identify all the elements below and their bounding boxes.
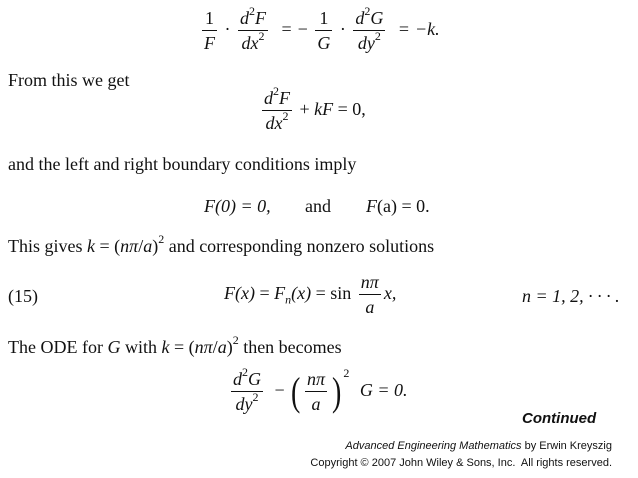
left-paren: (: [290, 368, 300, 414]
fraction-npi-over-a: $\frac{n\pi}{a}$: [306, 369, 326, 414]
right-paren: ): [332, 368, 342, 414]
bc-left: F(0) = 0,: [204, 196, 271, 216]
footer-book: Advanced Engineering Mathematics by Erwin Kreyszig: [345, 440, 612, 452]
fraction-d2g-dy2: $\frac{d^2G}{dy^2}$: [233, 365, 261, 414]
numerator: 1: [205, 8, 214, 28]
eq15-range: n = 1, 2, · · · .: [522, 286, 620, 306]
text-ode-for-g: The ODE for G with $k = (n\pi/a)^2$ then becomes: [8, 333, 342, 357]
fraction-npi-over-a: $\frac{n\pi}{a}$: [360, 272, 379, 317]
text-from-this: From this we get: [8, 70, 130, 90]
footer-copyright: Copyright © 2007 John Wiley & Sons, Inc. All rights reserved.: [310, 457, 612, 469]
separation-equation: [199, 4, 440, 53]
bc-right: F(a) = 0.: [366, 196, 430, 216]
text-boundary-conditions: and the left and right boundary conditions imply: [8, 154, 357, 174]
fraction-one-over-f: [202, 8, 217, 53]
denominator: F: [204, 32, 215, 53]
equals-sign: =: [281, 18, 292, 39]
fraction-d2f-dx2: $\frac{d^2F}{dx^2}$: [264, 84, 290, 133]
fraction-d2f-dx2: $\frac{d^2F}{dx^2}$: [240, 4, 266, 53]
rhs-value: −k.: [414, 18, 440, 39]
ode-f-equation: $\frac{d^2F}{dx^2}$ + kF = 0,: [264, 84, 366, 133]
bc-and: and: [305, 196, 331, 216]
equals-sign: =: [398, 18, 409, 39]
fraction-d2g-dy2: $\frac{d^2G}{dy^2}$: [355, 4, 384, 53]
ode-g-equation: $\frac{d^2G}{dy^2}$ − ( $\frac{n\pi}{a}$ ) $^2$ G = 0.: [233, 365, 408, 414]
text-this-gives: This gives $k = (n\pi/a)^2$ and corresponding nonzero solutions: [8, 232, 435, 256]
eq15-solution: $F(x) = F_n(x) = \sin$ $\frac{n\pi}{a}$ x,: [224, 272, 397, 317]
fraction-one-over-g: $\frac{1}{G}$: [317, 8, 331, 53]
dot-operator: ·: [224, 18, 231, 39]
dot-operator: ·: [339, 18, 346, 39]
continued-label: Continued: [522, 410, 597, 427]
equation-number-15: (15): [8, 286, 38, 306]
minus-sign: −: [297, 18, 308, 39]
